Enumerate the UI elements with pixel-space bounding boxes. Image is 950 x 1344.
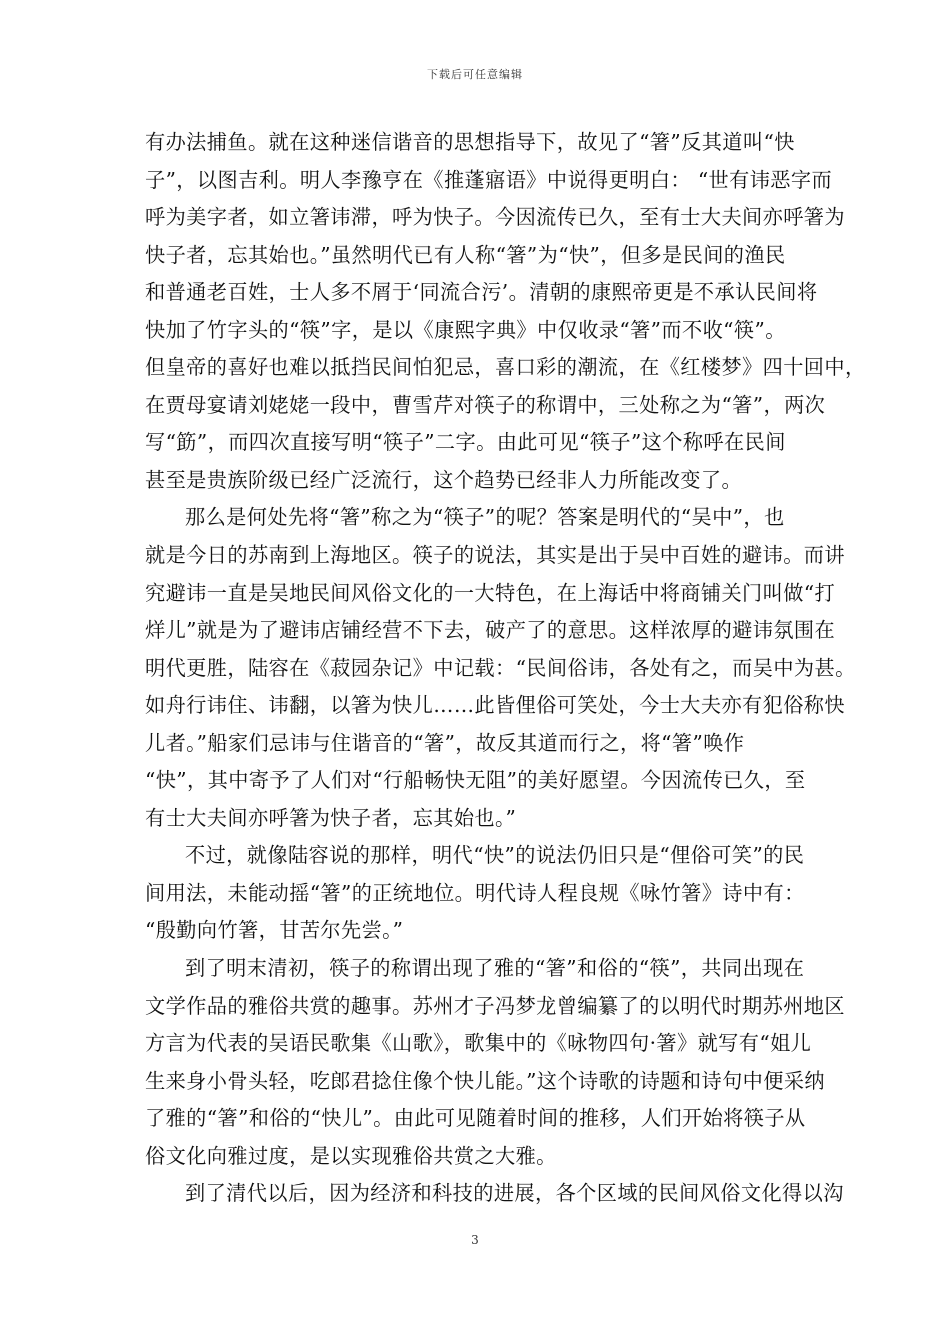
text-line: 文学作品的雅俗共赏的趣事。苏州才子冯梦龙曾编纂了的以明代时期苏州地区 bbox=[145, 993, 845, 1018]
text-line: 子”，以图吉利。明人李豫亨在《推蓬寤语》中说得更明白： “世有讳恶字而 bbox=[145, 167, 833, 192]
text-line: 不过，就像陆容说的那样，明代“快”的说法仍旧只是“俚俗可笑”的民 bbox=[185, 843, 805, 868]
text-line: 但皇帝的喜好也难以抵挡民间怕犯忌，喜口彩的潮流，在《红楼梦》四十回中， bbox=[145, 355, 866, 380]
page-number: 3 bbox=[471, 1233, 479, 1247]
text-line: 就是今日的苏南到上海地区。筷子的说法，其实是出于吴中百姓的避讳。而讲 bbox=[145, 543, 845, 568]
text-line: “殷勤向竹箸，甘苦尔先尝。” bbox=[145, 918, 404, 943]
document-body bbox=[145, 124, 866, 1213]
text-line: 明代更胜，陆容在《菽园杂记》中记载：“民间俗讳，各处有之，而吴中为甚。 bbox=[145, 655, 856, 680]
text-line: 快加了竹字头的“筷”字，是以《康熙字典》中仅收录“箸”而不收“筷”。 bbox=[145, 317, 786, 342]
text-line: 生来身小骨头轻，吃郎君捻住像个快儿能。”这个诗歌的诗题和诗句中便采纳 bbox=[145, 1068, 826, 1093]
text-line: 写“筯”，而四次直接写明“筷子”二字。由此可见“筷子”这个称呼在民间 bbox=[145, 430, 786, 455]
text-line: 那么是何处先将“箸”称之为“筷子”的呢？答案是明代的“吴中”，也 bbox=[185, 505, 785, 530]
text-line: 了雅的“箸”和俗的“快儿”。由此可见随着时间的推移，人们开始将筷子从 bbox=[145, 1106, 806, 1131]
text-line: 烊儿”就是为了避讳店铺经营不下去，破产了的意思。这样浓厚的避讳氛围在 bbox=[145, 618, 836, 643]
text-line: 俗文化向雅过度，是以实现雅俗共赏之大雅。 bbox=[145, 1143, 557, 1168]
text-line: 儿者。”船家们忌讳与住谐音的“箸”，故反其道而行之，将“箸”唤作 bbox=[145, 730, 745, 755]
text-line: 有办法捕鱼。就在这种迷信谐音的思想指导下，故见了“箸”反其道叫“快 bbox=[145, 130, 795, 154]
text-line: 在贾母宴请刘姥姥一段中，曹雪芹对筷子的称谓中，三处称之为“箸”，两次 bbox=[145, 392, 826, 417]
text-line: 快子者，忘其始也。”虽然明代已有人称“箸”为“快”，但多是民间的渔民 bbox=[145, 242, 786, 267]
text-line: 到了明末清初，筷子的称谓出现了雅的“箸”和俗的“筷”，共同出现在 bbox=[185, 956, 805, 981]
text-line: “快”，其中寄予了人们对“行船畅快无阻”的美好愿望。今因流传已久，至 bbox=[145, 768, 806, 793]
text-line: 和普通老百姓，士人多不屑于‘同流合污’。清朝的康熙帝更是不承认民间将 bbox=[145, 280, 818, 305]
text-line: 究避讳一直是吴地民间风俗文化的一大特色，在上海话中将商铺关门叫做“打 bbox=[145, 580, 836, 605]
text-line: 到了清代以后，因为经济和科技的进展，各个区域的民间风俗文化得以沟 bbox=[185, 1181, 844, 1206]
text-line: 甚至是贵族阶级已经广泛流行，这个趋势已经非人力所能改变了。 bbox=[145, 467, 743, 492]
page-header: 下载后可任意编辑 bbox=[427, 68, 523, 81]
text-line: 间用法，未能动摇“箸”的正统地位。明代诗人程良规《咏竹箸》诗中有： bbox=[145, 880, 805, 905]
text-line: 呼为美字者，如立箸讳滞，呼为快子。今因流传已久，至有士大夫间亦呼箸为 bbox=[145, 205, 845, 230]
text-line: 方言为代表的吴语民歌集《山歌》，歌集中的《咏物四句·箸》就写有“姐儿 bbox=[145, 1031, 812, 1056]
text-line: 有士大夫间亦呼箸为快子者，忘其始也。” bbox=[145, 805, 517, 830]
text-line: 如舟行讳住、讳翻，以箸为快儿……此皆俚俗可笑处，今士大夫亦有犯俗称快 bbox=[145, 693, 845, 718]
